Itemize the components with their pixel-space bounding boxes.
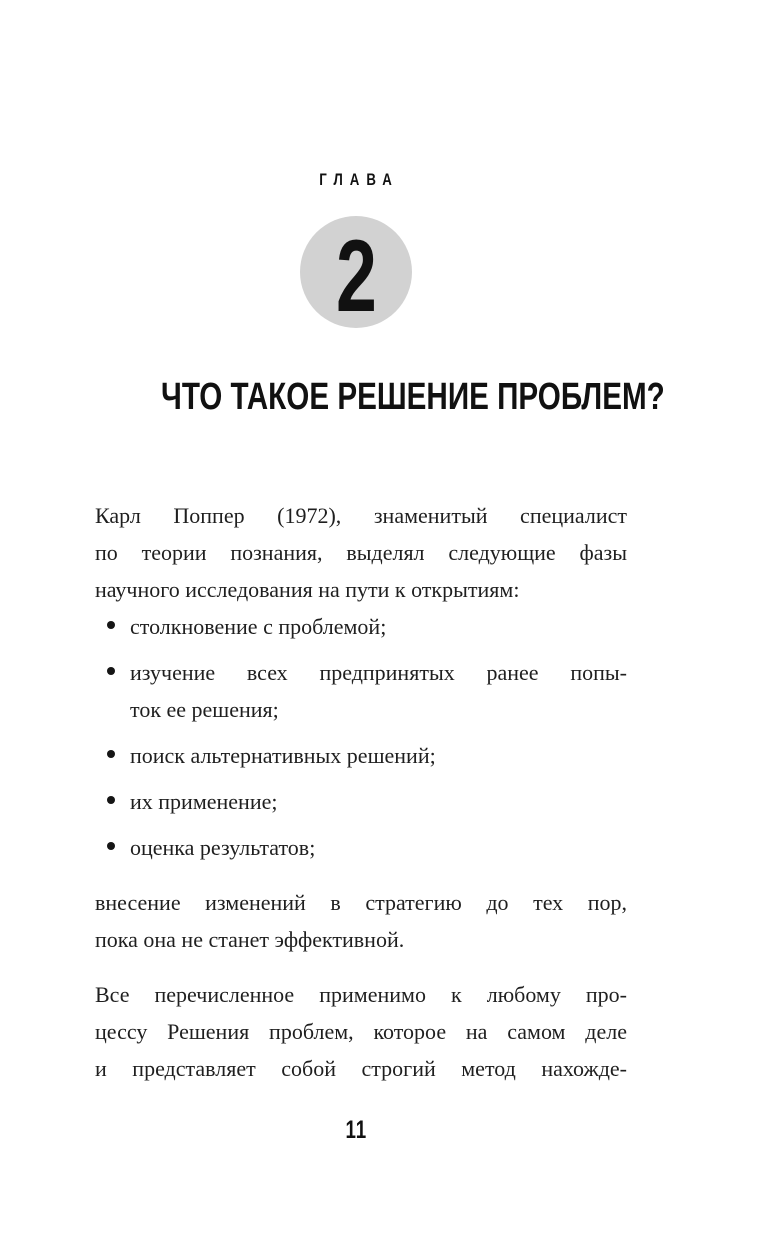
text-line: пока она не станет эффективной. [95, 927, 405, 952]
chapter-number-badge [300, 216, 412, 333]
paragraph-continuation [95, 884, 627, 958]
text-line: научного исследования на пути к открытиям: [95, 577, 520, 602]
chapter-title-text: ЧТО ТАКОЕ РЕШЕНИЕ ПРОБЛЕМ? [161, 376, 665, 418]
text-line: ток ее решения; [130, 697, 279, 722]
chapter-number: 2 [335, 219, 377, 333]
text-line: Карл Поппер (1972), знаменитый специалист [95, 503, 627, 528]
chapter-label [90, 171, 622, 189]
list-item [95, 608, 627, 645]
bullet-icon [107, 842, 115, 850]
text-line: столкновение с проблемой; [130, 614, 387, 639]
chapter-label-text: ГЛАВА [319, 170, 400, 189]
text-line: Все перечисленное применимо к любому про- [95, 982, 627, 1007]
bullet-icon [107, 621, 115, 629]
text-line: и представляет собой строгий метод нахожде- [95, 1056, 627, 1081]
chapter-title [90, 374, 665, 420]
text-line: внесение изменений в стратегию до тех пор, [95, 890, 627, 915]
page-number [90, 1118, 622, 1143]
list-item [95, 737, 627, 774]
bullet-icon [107, 750, 115, 758]
text-line: изучение всех предпринятых ранее попы- [130, 660, 627, 685]
bullet-list [95, 608, 627, 875]
paragraph-intro [95, 497, 627, 608]
text-line: оценка результатов; [130, 835, 316, 860]
bullet-icon [107, 796, 115, 804]
text-line: поиск альтернативных решений; [130, 743, 436, 768]
page-number-text: 11 [345, 1116, 367, 1144]
text-line: их применение; [130, 789, 278, 814]
paragraph-closing [95, 976, 627, 1087]
list-item [95, 654, 627, 728]
text-line: по теории познания, выделял следующие фазы [95, 540, 627, 565]
text-line: цессу Решения проблем, которое на самом деле [95, 1019, 627, 1044]
list-item [95, 829, 627, 866]
bullet-icon [107, 667, 115, 675]
list-item [95, 783, 627, 820]
